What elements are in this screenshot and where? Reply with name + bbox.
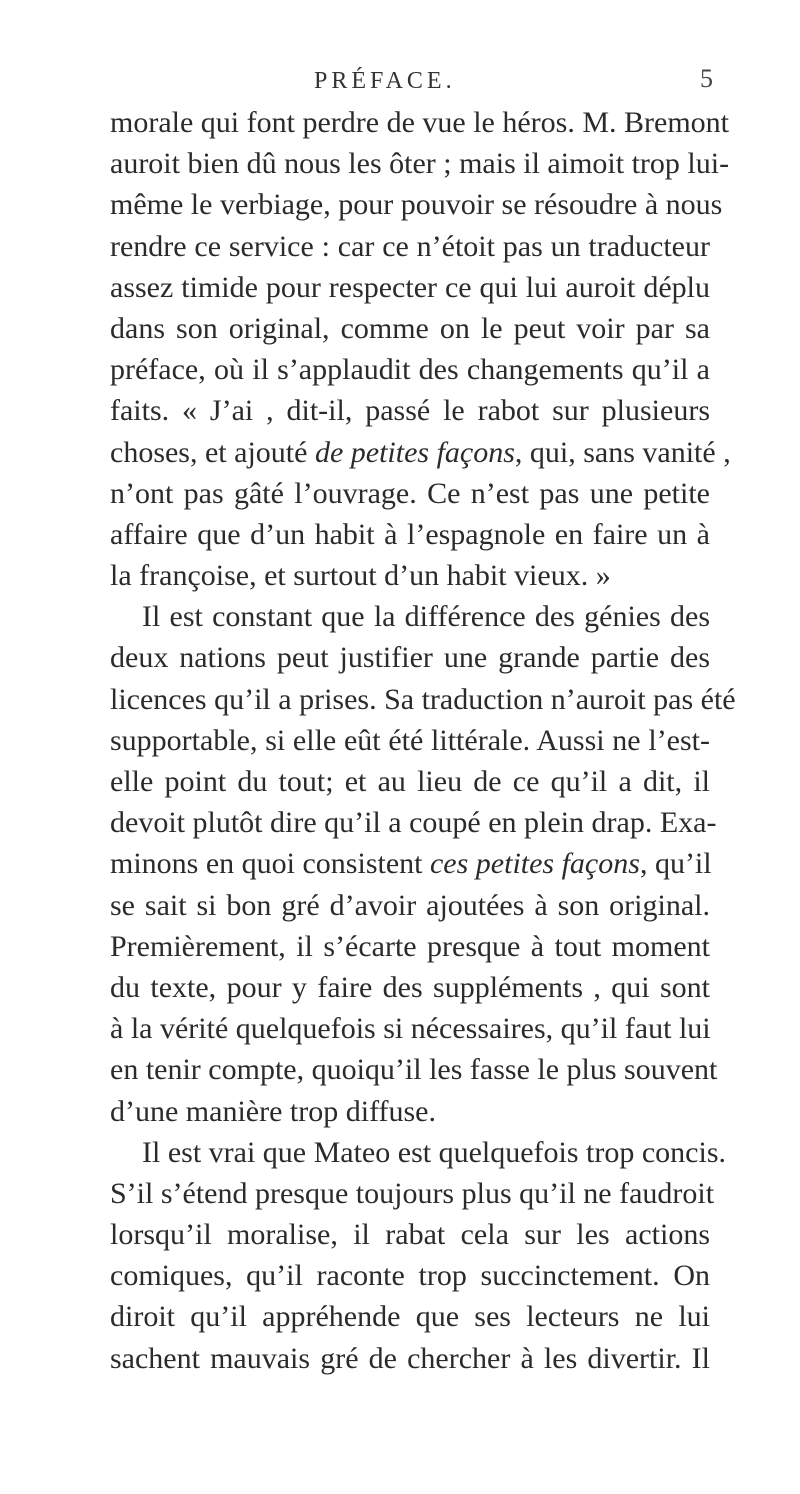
text-line (110, 184, 723, 225)
text-segment: morale qui font perdre de vue le héros. M. Bremont (110, 106, 729, 139)
text-line (110, 1214, 710, 1255)
text-segment: préface, où il s’applaudit des changements qu’il a (110, 353, 710, 387)
text-segment: S’il s’étend presque toujours plus qu’il ne faudroit (110, 1176, 715, 1210)
text-segment: Il est vrai que Mateo est quelquefois trop concis. (142, 1135, 727, 1169)
page-number: 5 (700, 64, 713, 93)
text-line (110, 761, 710, 802)
text-segment: la françoise, et surtout d’un habit vieux. » (110, 559, 611, 593)
text-line (110, 1173, 715, 1214)
body-text (110, 102, 736, 1379)
text-segment: diroit qu’il appréhende que ses lecteurs ne lui (110, 1300, 710, 1334)
text-segment: Premièrement, il s’écarte presque à tout moment (110, 929, 710, 963)
text-line (110, 926, 710, 967)
text-segment: se sait si bon gré d’avoir ajoutées à son original. (110, 888, 710, 922)
text-segment: licences qu’il a prises. Sa traduction n’auroit pas été (110, 682, 736, 716)
text-line (110, 1296, 710, 1337)
text-segment: auroit bien dû nous les ôter ; mais il aimoit trop lui- (110, 147, 730, 181)
text-line (110, 102, 729, 143)
text-line (110, 267, 710, 308)
text-segment: devoit plutôt dire qu’il a coupé en plein drap. Exa- (110, 806, 717, 840)
text-line (110, 1008, 710, 1049)
text-segment: dans son original, comme on le peut voir par sa (110, 311, 710, 345)
text-segment: assez timide pour respecter ce qui lui auroit déplu (110, 270, 710, 304)
text-segment: d’une manière trop diffuse. (110, 1094, 437, 1128)
text-line (110, 432, 731, 473)
text-line (110, 390, 710, 431)
text-segment: lorsqu’il moralise, il rabat cela sur les actions (110, 1218, 710, 1252)
italic-phrase: ces petites façons (429, 847, 640, 881)
text-line (110, 720, 710, 761)
text-segment: rendre ce service : car ce n’étoit pas un traducteur (110, 229, 710, 263)
text-segment: elle point du tout; et au lieu de ce qu’il a dit, il (110, 765, 710, 798)
text-line (110, 843, 710, 884)
text-line (110, 308, 710, 349)
text-line (110, 637, 710, 678)
text-line (110, 1049, 718, 1090)
text-line (110, 1091, 710, 1132)
text-line (110, 473, 710, 514)
text-segment: sachent mauvais gré de chercher à les divertir. Il (110, 1341, 710, 1375)
text-line (110, 226, 710, 267)
text-segment: même le verbiage, pour pouvoir se résoudre à nous (110, 188, 723, 222)
text-segment: à la vérité quelquefois si nécessaires, qu’il faut lui (110, 1012, 711, 1046)
text-line (110, 885, 710, 926)
text-segment: deux nations peut justifier une grande partie des (110, 641, 710, 675)
text-line (110, 555, 710, 596)
text-line (110, 514, 710, 555)
text-segment: affaire que d’un habit à l’espagnole en faire un à (110, 517, 710, 551)
text-segment: Il est constant que la différence des génies des (142, 600, 710, 634)
text-segment: minons en quoi consistent (110, 847, 430, 881)
text-segment: n’ont pas gâté l’ouvrage. Ce n’est pas une petite (110, 476, 710, 510)
text-line (110, 1338, 710, 1379)
text-segment: comiques, qu’il raconte trop succinctement. On (110, 1259, 710, 1293)
text-line (110, 349, 710, 390)
text-line (110, 596, 710, 637)
text-line (110, 967, 710, 1008)
text-segment: supportable, si elle eût été littérale. Aussi ne l’est- (110, 723, 710, 757)
text-line (110, 679, 736, 720)
text-segment: en tenir compte, quoiqu’il les fasse le plus souvent (110, 1053, 718, 1087)
text-segment: , qui, sans vanité , (514, 435, 731, 469)
text-segment: choses, et ajouté (110, 435, 315, 469)
text-segment: faits. « J’ai , dit-il, passé le rabot sur plusieurs (110, 394, 710, 428)
text-segment: , qu’il (639, 847, 712, 881)
text-line (110, 143, 730, 184)
text-line (110, 1132, 727, 1173)
text-line (110, 1255, 710, 1296)
text-line (110, 802, 717, 843)
text-segment: du texte, pour y faire des suppléments , qui sont (110, 970, 710, 1004)
running-title: PRÉFACE. (314, 68, 456, 94)
italic-phrase: de petites façons (314, 435, 515, 469)
